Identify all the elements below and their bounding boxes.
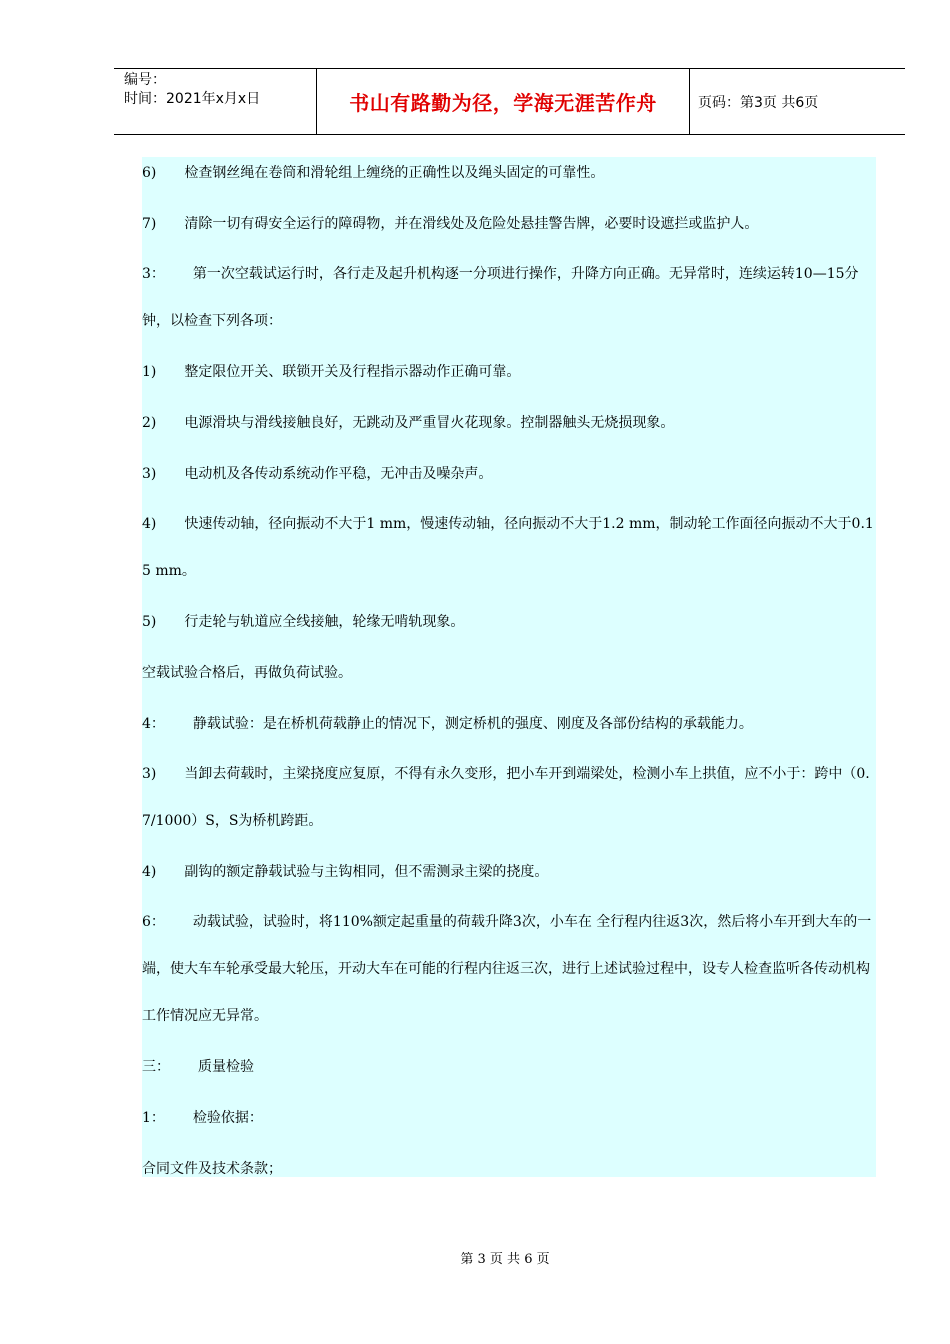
paragraph: 3) 电动机及各传动系统动作平稳，无冲击及噪杂声。 — [142, 466, 493, 482]
paragraph: 7) 清除一切有碍安全运行的障碍物，并在滑线处及危险处悬挂警告牌，必要时设遮拦或监护人。 — [142, 216, 759, 232]
document-time-label: 时间：2021年x月x日 — [124, 91, 261, 107]
paragraph: 合同文件及技术条款； — [142, 1161, 282, 1177]
header-page-number: 页码：第3页 共6页 — [698, 94, 819, 111]
paragraph: 1： 检验依据： — [142, 1110, 263, 1126]
paragraph: 4) 副钩的额定静载试验与主钩相同，但不需测录主梁的挠度。 — [142, 864, 549, 880]
header-motto: 书山有路勤为径，学海无涯苦作舟 — [349, 91, 657, 115]
paragraph: 3： 第一次空载试运行时，各行走及起升机构逐一分项进行操作，升降方向正确。无异常时，连续运转10—15分钟，以检查下列各项： — [142, 266, 859, 329]
document-body — [142, 157, 876, 1177]
paragraph: 4) 快速传动轴，径向振动不大于1 mm，慢速传动轴，径向振动不大于1.2 mm，制动轮工作面径向振动不大于0.15 mm。 — [142, 516, 874, 579]
paragraph: 6： 动载试验，试验时，将110%额定起重量的荷载升降3次，小车在 全行程内往返3次，然后将小车开到大车的一端，使大车车轮承受最大轮压，开动大车在可能的行程内往返三次，进行上述试验过程中，设专人检查监听各传动机构工作情况应无异常。 — [142, 914, 872, 1024]
header-meta — [114, 69, 316, 134]
page-header — [114, 68, 905, 135]
paragraph: 5) 行走轮与轨道应全线接触，轮缘无啃轨现象。 — [142, 614, 465, 630]
paragraph: 2) 电源滑块与滑线接触良好，无跳动及严重冒火花现象。控制器触头无烧损现象。 — [142, 415, 675, 431]
document-number-label: 编号： — [124, 72, 166, 88]
paragraph: 6) 检查钢丝绳在卷筒和滑轮组上缠绕的正确性以及绳头固定的可靠性。 — [142, 165, 605, 181]
page-footer: 第 3 页 共 6 页 — [460, 1252, 550, 1267]
paragraph: 4： 静载试验：是在桥机荷载静止的情况下，测定桥机的强度、刚度及各部份结构的承载能力。 — [142, 716, 753, 732]
section-heading: 三： 质量检验 — [142, 1059, 254, 1075]
header-page-cell — [690, 69, 905, 134]
paragraph: 1) 整定限位开关、联锁开关及行程指示器动作正确可靠。 — [142, 364, 521, 380]
paragraph: 空载试验合格后，再做负荷试验。 — [142, 665, 352, 681]
header-motto-cell — [316, 69, 690, 134]
paragraph: 3) 当卸去荷载时，主梁挠度应复原，不得有永久变形，把小车开到端梁处，检测小车上拱值，应不小于：跨中（0.7/1000）S，S为桥机跨距。 — [142, 766, 870, 829]
